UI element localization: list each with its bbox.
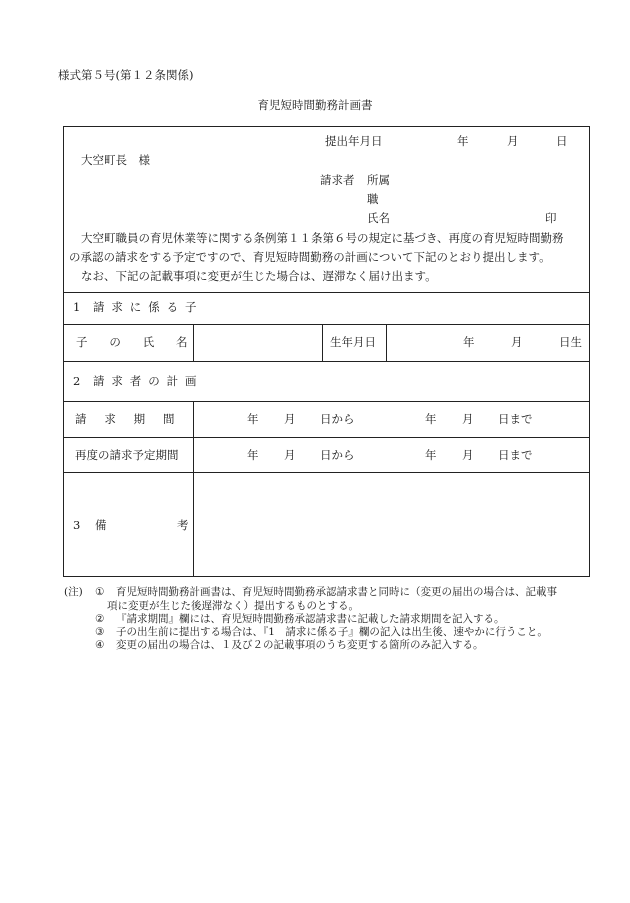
notes-prefix: (注) xyxy=(64,586,83,598)
period-to-month: 月 xyxy=(462,412,474,426)
rule-2 xyxy=(64,324,589,325)
intro-line-1: 大空町職員の育児休業等に関する条例第１１条第６号の規定に基づき、再度の育児短時間勤務 xyxy=(81,231,564,245)
re-period-to-day: 日まで xyxy=(498,448,533,462)
period-to-year: 年 xyxy=(425,412,437,426)
re-period-from-year: 年 xyxy=(247,448,259,462)
rule-6 xyxy=(64,472,589,473)
form-frame xyxy=(63,126,590,577)
rule-1 xyxy=(64,292,589,293)
birth-day: 日生 xyxy=(559,335,582,349)
birth-month: 月 xyxy=(511,335,523,349)
form-number: 様式第５号(第１２条関係) xyxy=(58,68,194,82)
submission-date-label: 提出年月日 xyxy=(325,134,383,148)
section-3-number: 3 xyxy=(73,518,81,532)
note-1-text: 育児短時間勤務計画書は、育児短時間勤務承認請求書と同時に（変更の届出の場合は、記載事 xyxy=(116,586,557,598)
note-3-mark: ③ xyxy=(95,626,105,638)
rule-4 xyxy=(64,401,589,402)
document-title: 育児短時間勤務計画書 xyxy=(257,98,373,112)
divider-birthdate-right xyxy=(386,324,387,361)
section-2-heading: 請求者の計画 xyxy=(93,374,204,388)
period-from-year: 年 xyxy=(247,412,259,426)
re-period-to-month: 月 xyxy=(462,448,474,462)
addressee: 大空町長 様 xyxy=(81,153,150,167)
note-4-text: 変更の届出の場合は、１及び２の記載事項のうち変更する箇所のみ記入する。 xyxy=(116,639,484,651)
birthdate-label: 生年月日 xyxy=(330,335,376,349)
rule-3 xyxy=(64,361,589,362)
remarks-label-b: 考 xyxy=(177,518,189,532)
re-period-label: 再度の請求予定期間 xyxy=(75,448,179,462)
note-2-mark: ② xyxy=(95,613,105,625)
note-3-text: 子の出生前に提出する場合は、『1 請求に係る子』欄の記入は出生後、速やかに行うこと。 xyxy=(116,626,548,638)
note-2-text: 『請求期間』欄には、育児短時間勤務承認請求書に記載した請求期間を記入する。 xyxy=(116,613,505,625)
section-2-number: 2 xyxy=(73,374,81,388)
period-from-day: 日から xyxy=(320,412,355,426)
divider-plan xyxy=(193,401,194,577)
submission-year: 年 xyxy=(457,134,469,148)
divider-birthdate-left xyxy=(322,324,323,361)
birth-year: 年 xyxy=(463,335,475,349)
name-label: 氏名 xyxy=(367,211,390,225)
position-label: 職 xyxy=(367,192,379,206)
submission-day: 日 xyxy=(556,134,568,148)
period-to-day: 日まで xyxy=(498,412,533,426)
affiliation-label: 所属 xyxy=(367,173,390,187)
re-period-from-month: 月 xyxy=(284,448,296,462)
seal-mark: 印 xyxy=(545,211,557,225)
remarks-label-a: 備 xyxy=(95,518,107,532)
intro-line-2: の承認の請求をする予定ですので、育児短時間勤務の計画について下記のとおり提出します。 xyxy=(69,250,551,264)
requester-label: 請求者 xyxy=(320,173,355,187)
intro-line-3: なお、下記の記載事項に変更が生じた場合は、遅滞なく届け出ます。 xyxy=(81,269,437,283)
re-period-from-day: 日から xyxy=(320,448,355,462)
re-period-to-year: 年 xyxy=(425,448,437,462)
period-from-month: 月 xyxy=(284,412,296,426)
note-1-mark: ① xyxy=(95,586,105,598)
note-4-mark: ④ xyxy=(95,639,105,651)
section-1-number: 1 xyxy=(73,300,81,314)
section-1-heading: 請求に係る子 xyxy=(93,300,204,314)
rule-5 xyxy=(64,437,589,438)
note-1-continuation: 項に変更が生じた後遅滞なく）提出するものとする。 xyxy=(107,600,359,612)
submission-month: 月 xyxy=(507,134,519,148)
child-name-label: 子の氏名 xyxy=(76,335,210,349)
period-label: 請求期間 xyxy=(75,412,193,426)
